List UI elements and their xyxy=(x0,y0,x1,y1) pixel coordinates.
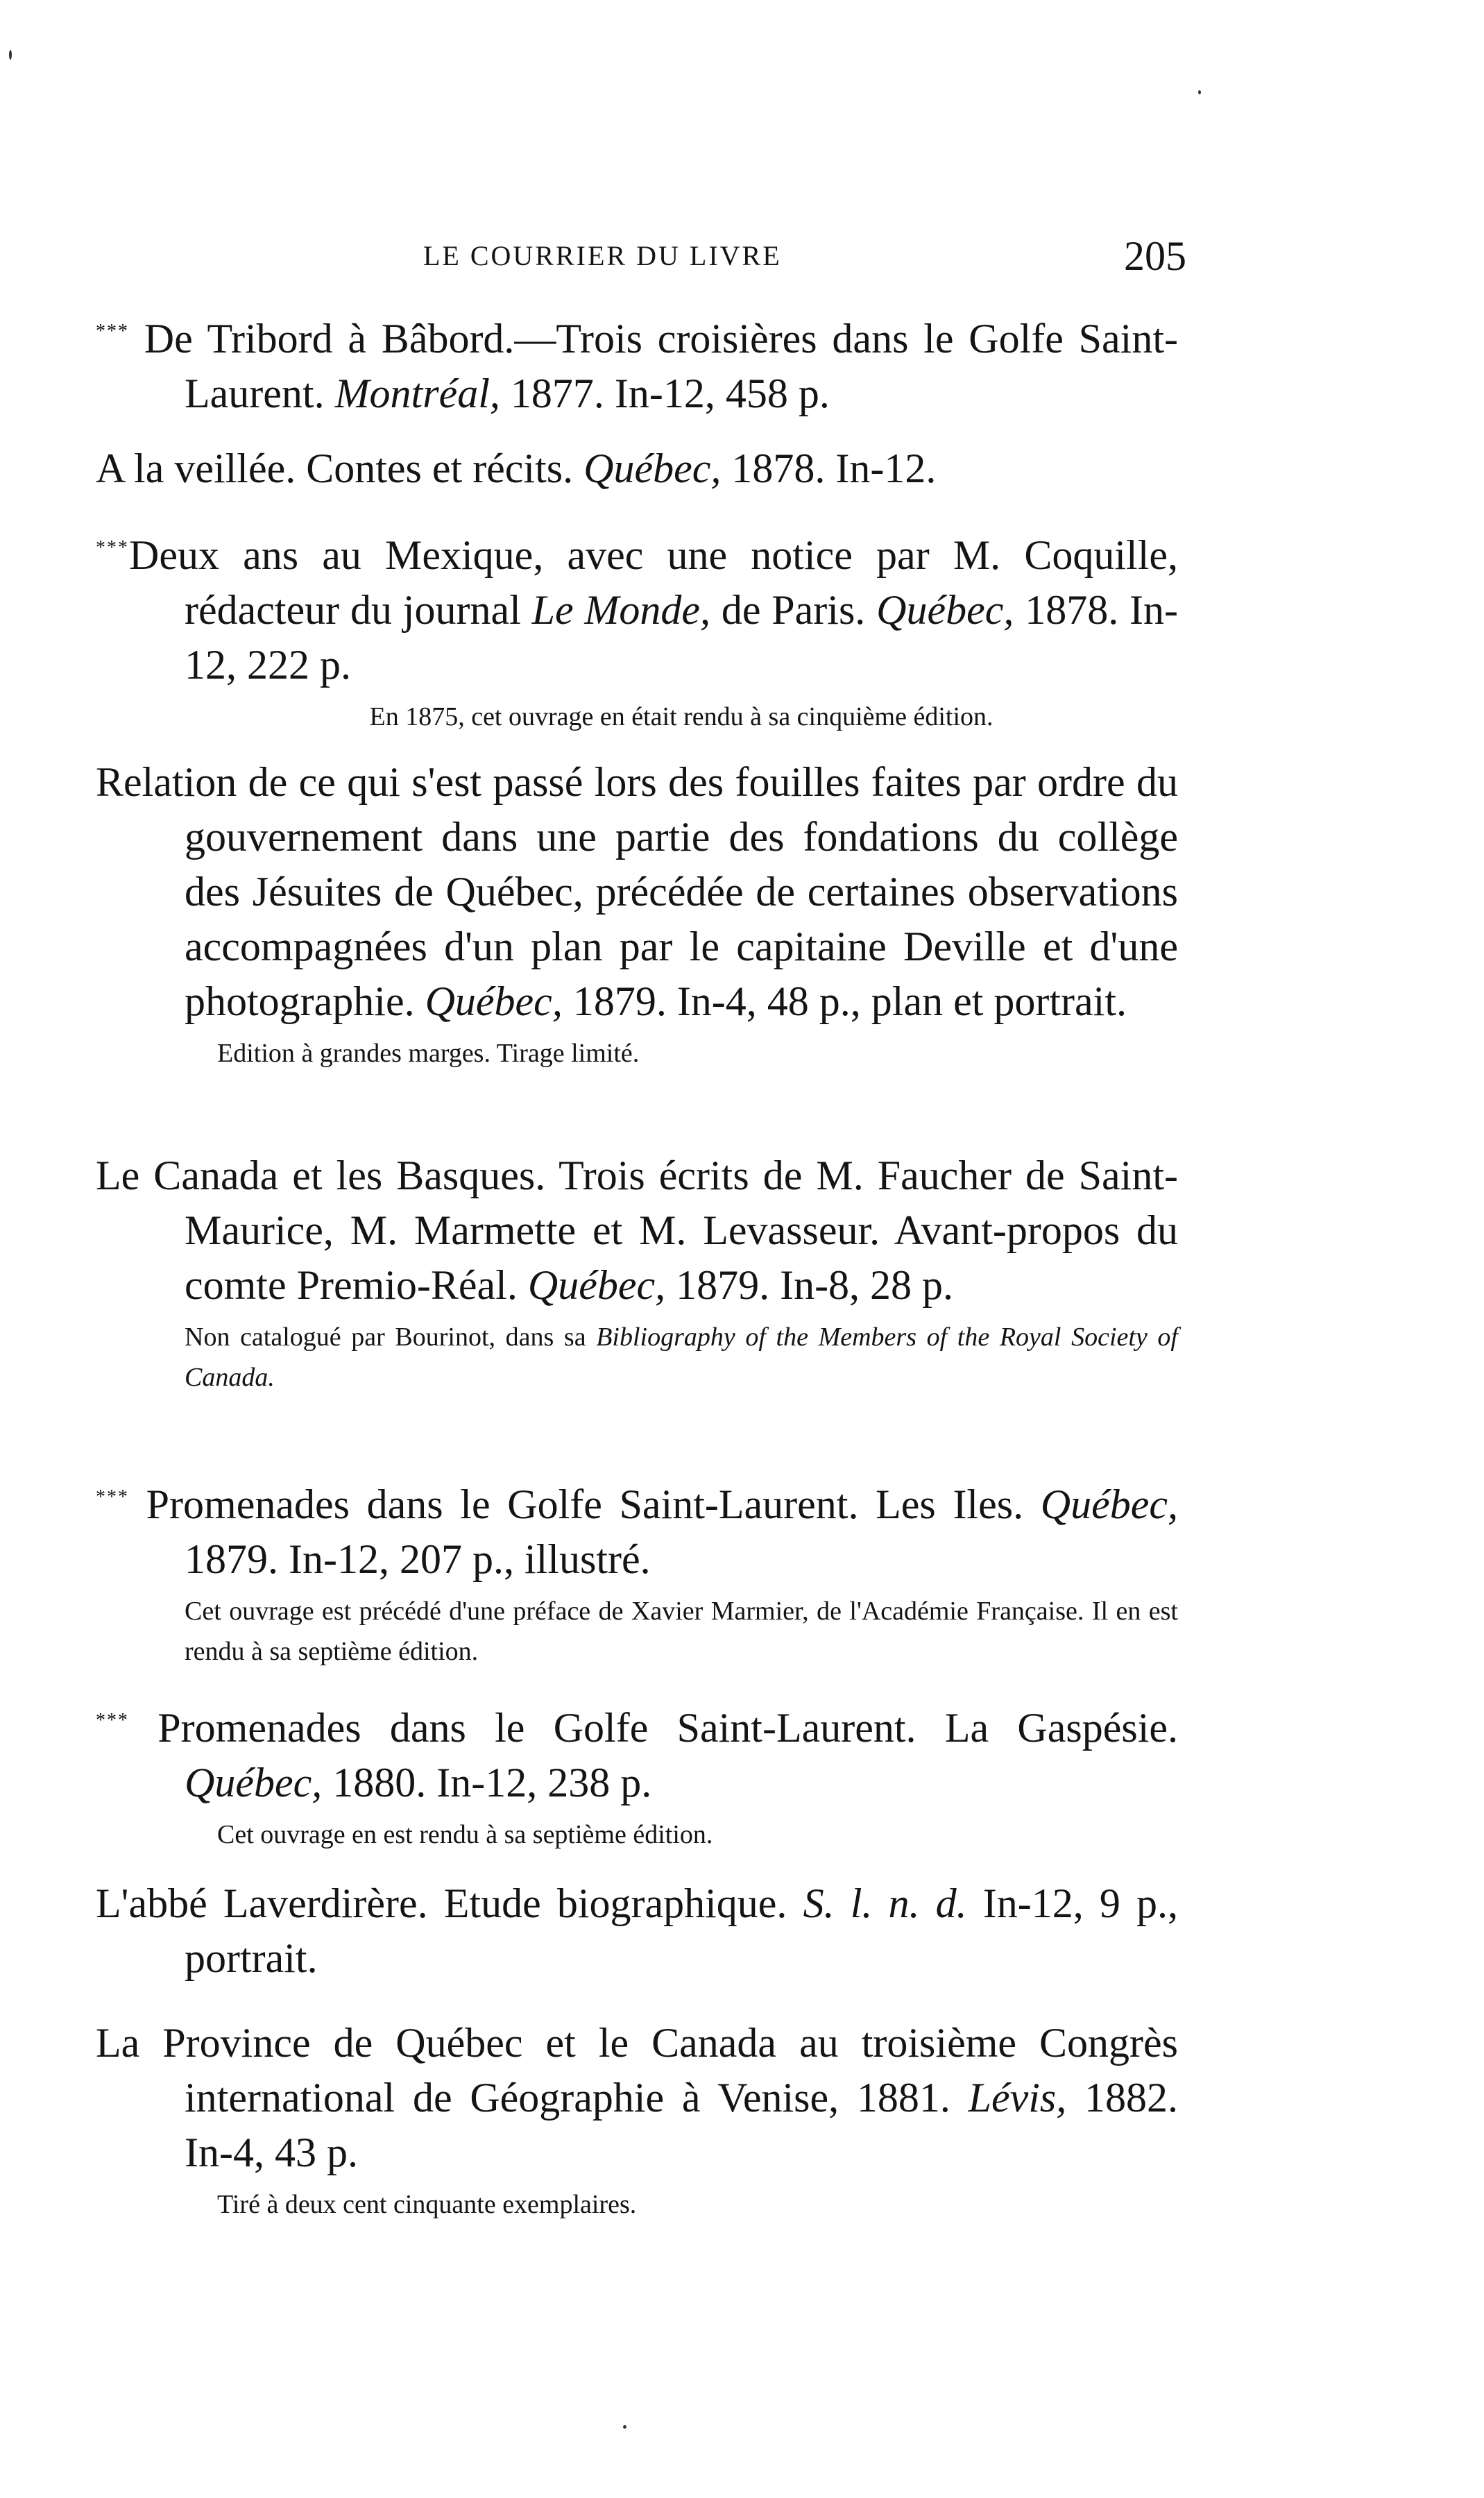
place-of-publication: Lévis, xyxy=(968,2075,1067,2121)
entry-text: La Province de Québec et le Canada au troisième Congrès international de Géographie à Venise, 1881. Lévis, 1882. In-4, 43 p. xyxy=(96,2020,1179,2175)
cited-work-title: Bibliography of the Members of the Royal Society of Canada. xyxy=(185,1323,1178,1392)
entry-text: *** De Tribord à Bâbord.—Trois croisières dans le Golfe Saint-Laurent. Montréal, 1877. In-12, 458 p. xyxy=(96,316,1178,416)
place-of-publication: S. l. n. d. xyxy=(803,1880,967,1926)
place-of-publication: Québec, xyxy=(583,445,722,491)
place-of-publication: Québec, xyxy=(527,1262,666,1308)
place-of-publication: Québec, xyxy=(1040,1481,1178,1527)
entry-text: L'abbé Laverdirère. Etude biographique. S. l. n. d. In-12, 9 p., portrait. xyxy=(96,1880,1179,1981)
bibliography-entry xyxy=(96,1470,1178,1672)
scan-speck xyxy=(623,2425,626,2429)
anonymous-stars: *** xyxy=(96,537,129,559)
place-of-publication: Québec, xyxy=(425,978,563,1024)
entry-note: Non catalogué par Bourinot, dans sa Bibliography of the Members of the Royal Society of Canada. xyxy=(185,1323,1178,1392)
bibliography-entry xyxy=(96,520,1178,737)
entry-text: *** Promenades dans le Golfe Saint-Laurent. Les Iles. Québec, 1879. In-12, 207 p., illustré. xyxy=(96,1481,1178,1582)
entry-note: En 1875, cet ouvrage en était rendu à sa cinquième édition. xyxy=(369,702,993,731)
scan-speck xyxy=(9,50,12,60)
anonymous-stars: *** xyxy=(96,1486,129,1508)
entry-note: Edition à grandes marges. Tirage limité. xyxy=(217,1039,640,1068)
bibliography-entry xyxy=(96,1693,1178,1855)
bibliography-entry xyxy=(96,1148,1178,1397)
entry-note: Cet ouvrage en est rendu à sa septième édition. xyxy=(217,1820,713,1849)
place-of-publication: Montréal, xyxy=(334,371,500,416)
anonymous-stars: *** xyxy=(96,1710,129,1731)
entry-note: Tiré à deux cent cinquante exemplaires. xyxy=(217,2190,637,2219)
bibliography-entry xyxy=(96,304,1178,421)
place-of-publication: Québec, xyxy=(185,1760,323,1805)
entry-text: A la veillée. Contes et récits. Québec, 1878. In-12. xyxy=(96,445,937,491)
bibliography-entry xyxy=(96,1876,1178,1986)
running-title: LE COURRIER DU LIVRE xyxy=(423,240,782,271)
page-header xyxy=(423,232,1186,288)
place-of-publication: Québec, xyxy=(876,587,1014,633)
journal-title: Le Monde, xyxy=(531,587,711,633)
entry-text: Relation de ce qui s'est passé lors des fouilles faites par ordre du gouvernement dans une partie des fondations du collège des Jésuites de Québec, précédée de certaines observations accompagnées d'un plan par le capitaine Deville et d'une photographie. Québec, 1879. In-4, 48 p., plan et portrait. xyxy=(96,759,1178,1024)
anonymous-stars: *** xyxy=(96,321,129,342)
entry-note: Cet ouvrage est précédé d'une préface de Xavier Marmier, de l'Académie Française. Il en est rendu à sa septième édition. xyxy=(185,1597,1178,1666)
entry-text: *** Promenades dans le Golfe Saint-Laurent. La Gaspésie. Québec, 1880. In-12, 238 p. xyxy=(96,1705,1178,1805)
scan-speck xyxy=(1198,90,1201,94)
bibliography-entry xyxy=(96,2016,1178,2225)
bibliography-entry xyxy=(96,755,1178,1073)
page-number: 205 xyxy=(1124,233,1186,279)
entry-text: Le Canada et les Basques. Trois écrits de M. Faucher de Saint-Maurice, M. Marmette et M. Levasseur. Avant-propos du comte Premio-Réal. Québec, 1879. In-8, 28 p. xyxy=(96,1153,1178,1308)
bibliography-entry xyxy=(96,441,1178,496)
entry-text: ***Deux ans au Mexique, avec une notice par M. Coquille, rédacteur du journal Le Monde, de Paris. Québec, 1878. In-12, 222 p. xyxy=(96,532,1178,688)
